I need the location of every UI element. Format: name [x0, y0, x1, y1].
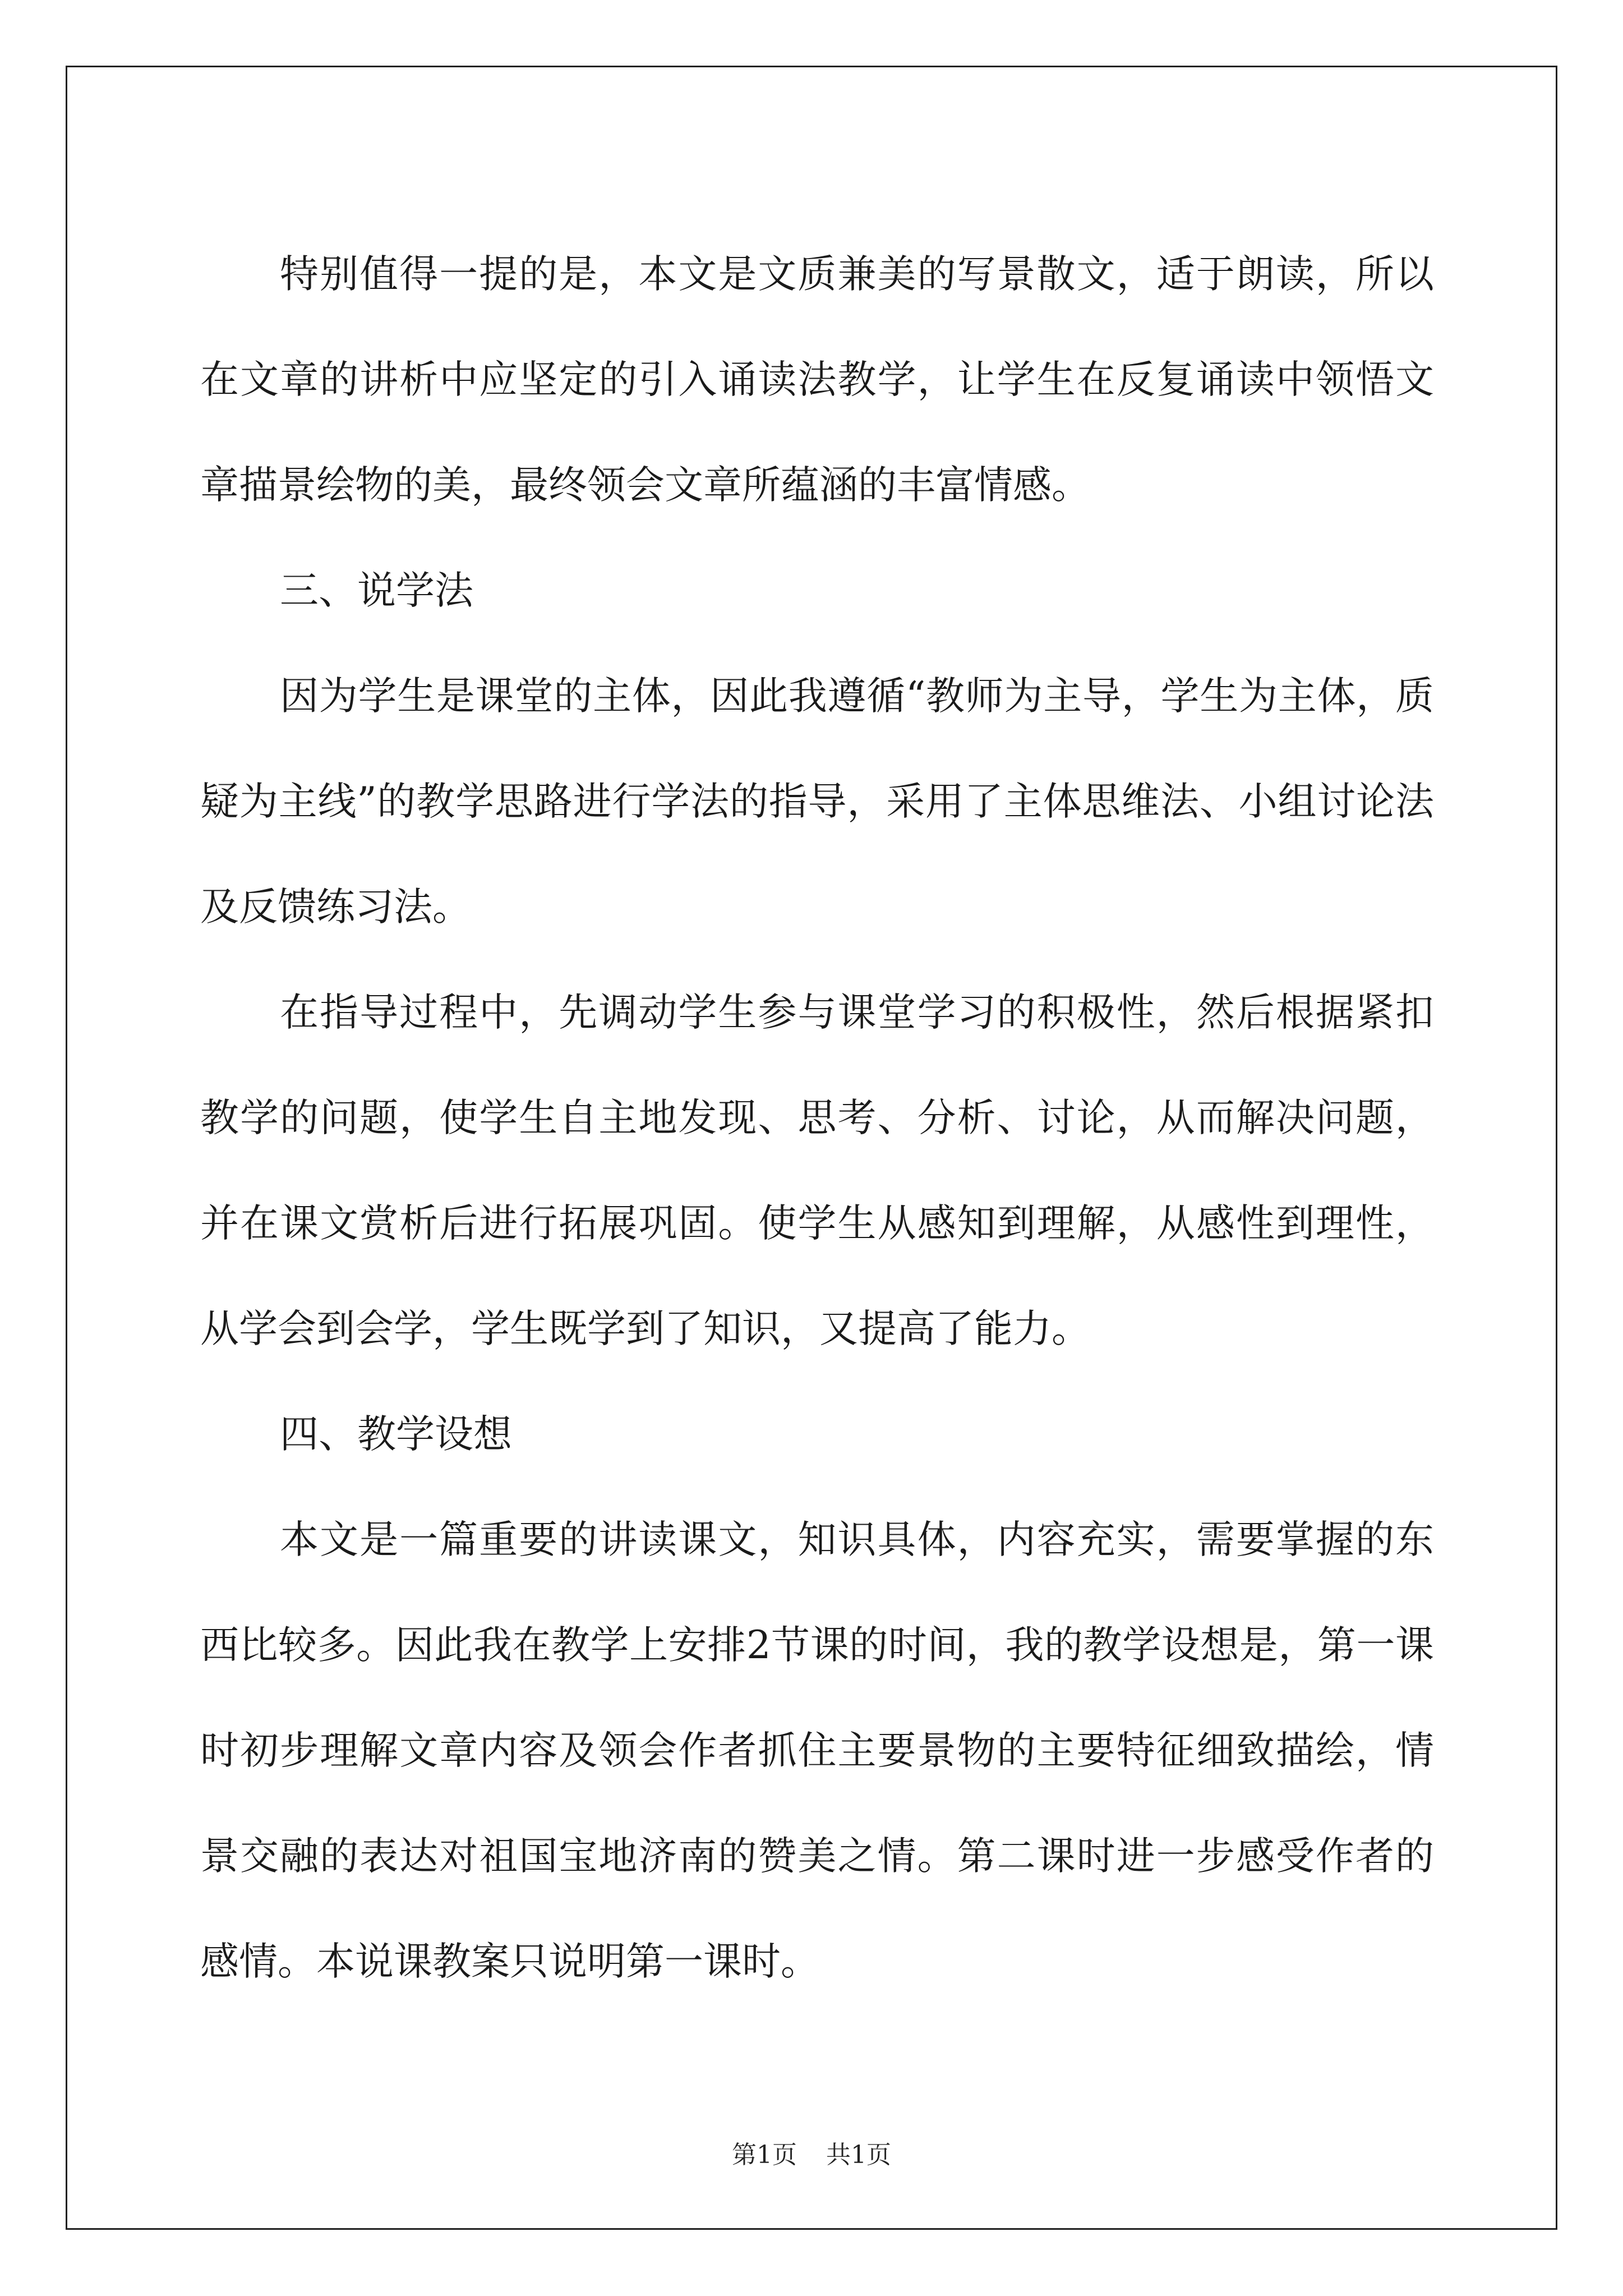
paragraph-reading-method: 特别值得一提的是，本文是文质兼美的写景散文，适于朗读，所以在文章的讲析中应坚定的引入诵读法教学，让学生在反复诵读中领悟文章描景绘物的美，最终领会文章所蕴涵的丰富情感。: [200, 252, 1434, 508]
heading-study-method: 三、说学法: [280, 568, 473, 613]
paragraph-guidance-process: 在指导过程中，先调动学生参与课堂学习的积极性，然后根据紧扣教学的问题，使学生自主地发现、思考、分析、讨论，从而解决问题，并在课文赏析后进行拓展巩固。使学生从感知到理解，从感性到理性，从学会到会学，学生既学到了知识，又提高了能力。: [200, 990, 1434, 1351]
paragraph-teaching-plan: 本文是一篇重要的讲读课文，知识具体，内容充实，需要掌握的东西比较多。因此我在教学上安排2节课的时间，我的教学设想是，第一课时初步理解文章内容及领会作者抓住主要景物的主要特征细致描绘，情景交融的表达对祖国宝地济南的赞美之情。第二课时进一步感受作者的感情。本说课教案只说明第一课时。: [200, 1517, 1434, 1984]
page-number: 第1页: [732, 2141, 797, 2169]
paragraph-student-subject: 因为学生是课堂的主体，因此我遵循“教师为主导，学生为主体，质疑为主线”的教学思路进行学法的指导，采用了主体思维法、小组讨论法及反馈练习法。: [200, 674, 1434, 930]
page-footer: [0, 2134, 1623, 2170]
document-body: [200, 222, 1434, 2014]
heading-teaching-plan: 四、教学设想: [280, 1412, 512, 1457]
page-total: 共1页: [826, 2141, 891, 2169]
